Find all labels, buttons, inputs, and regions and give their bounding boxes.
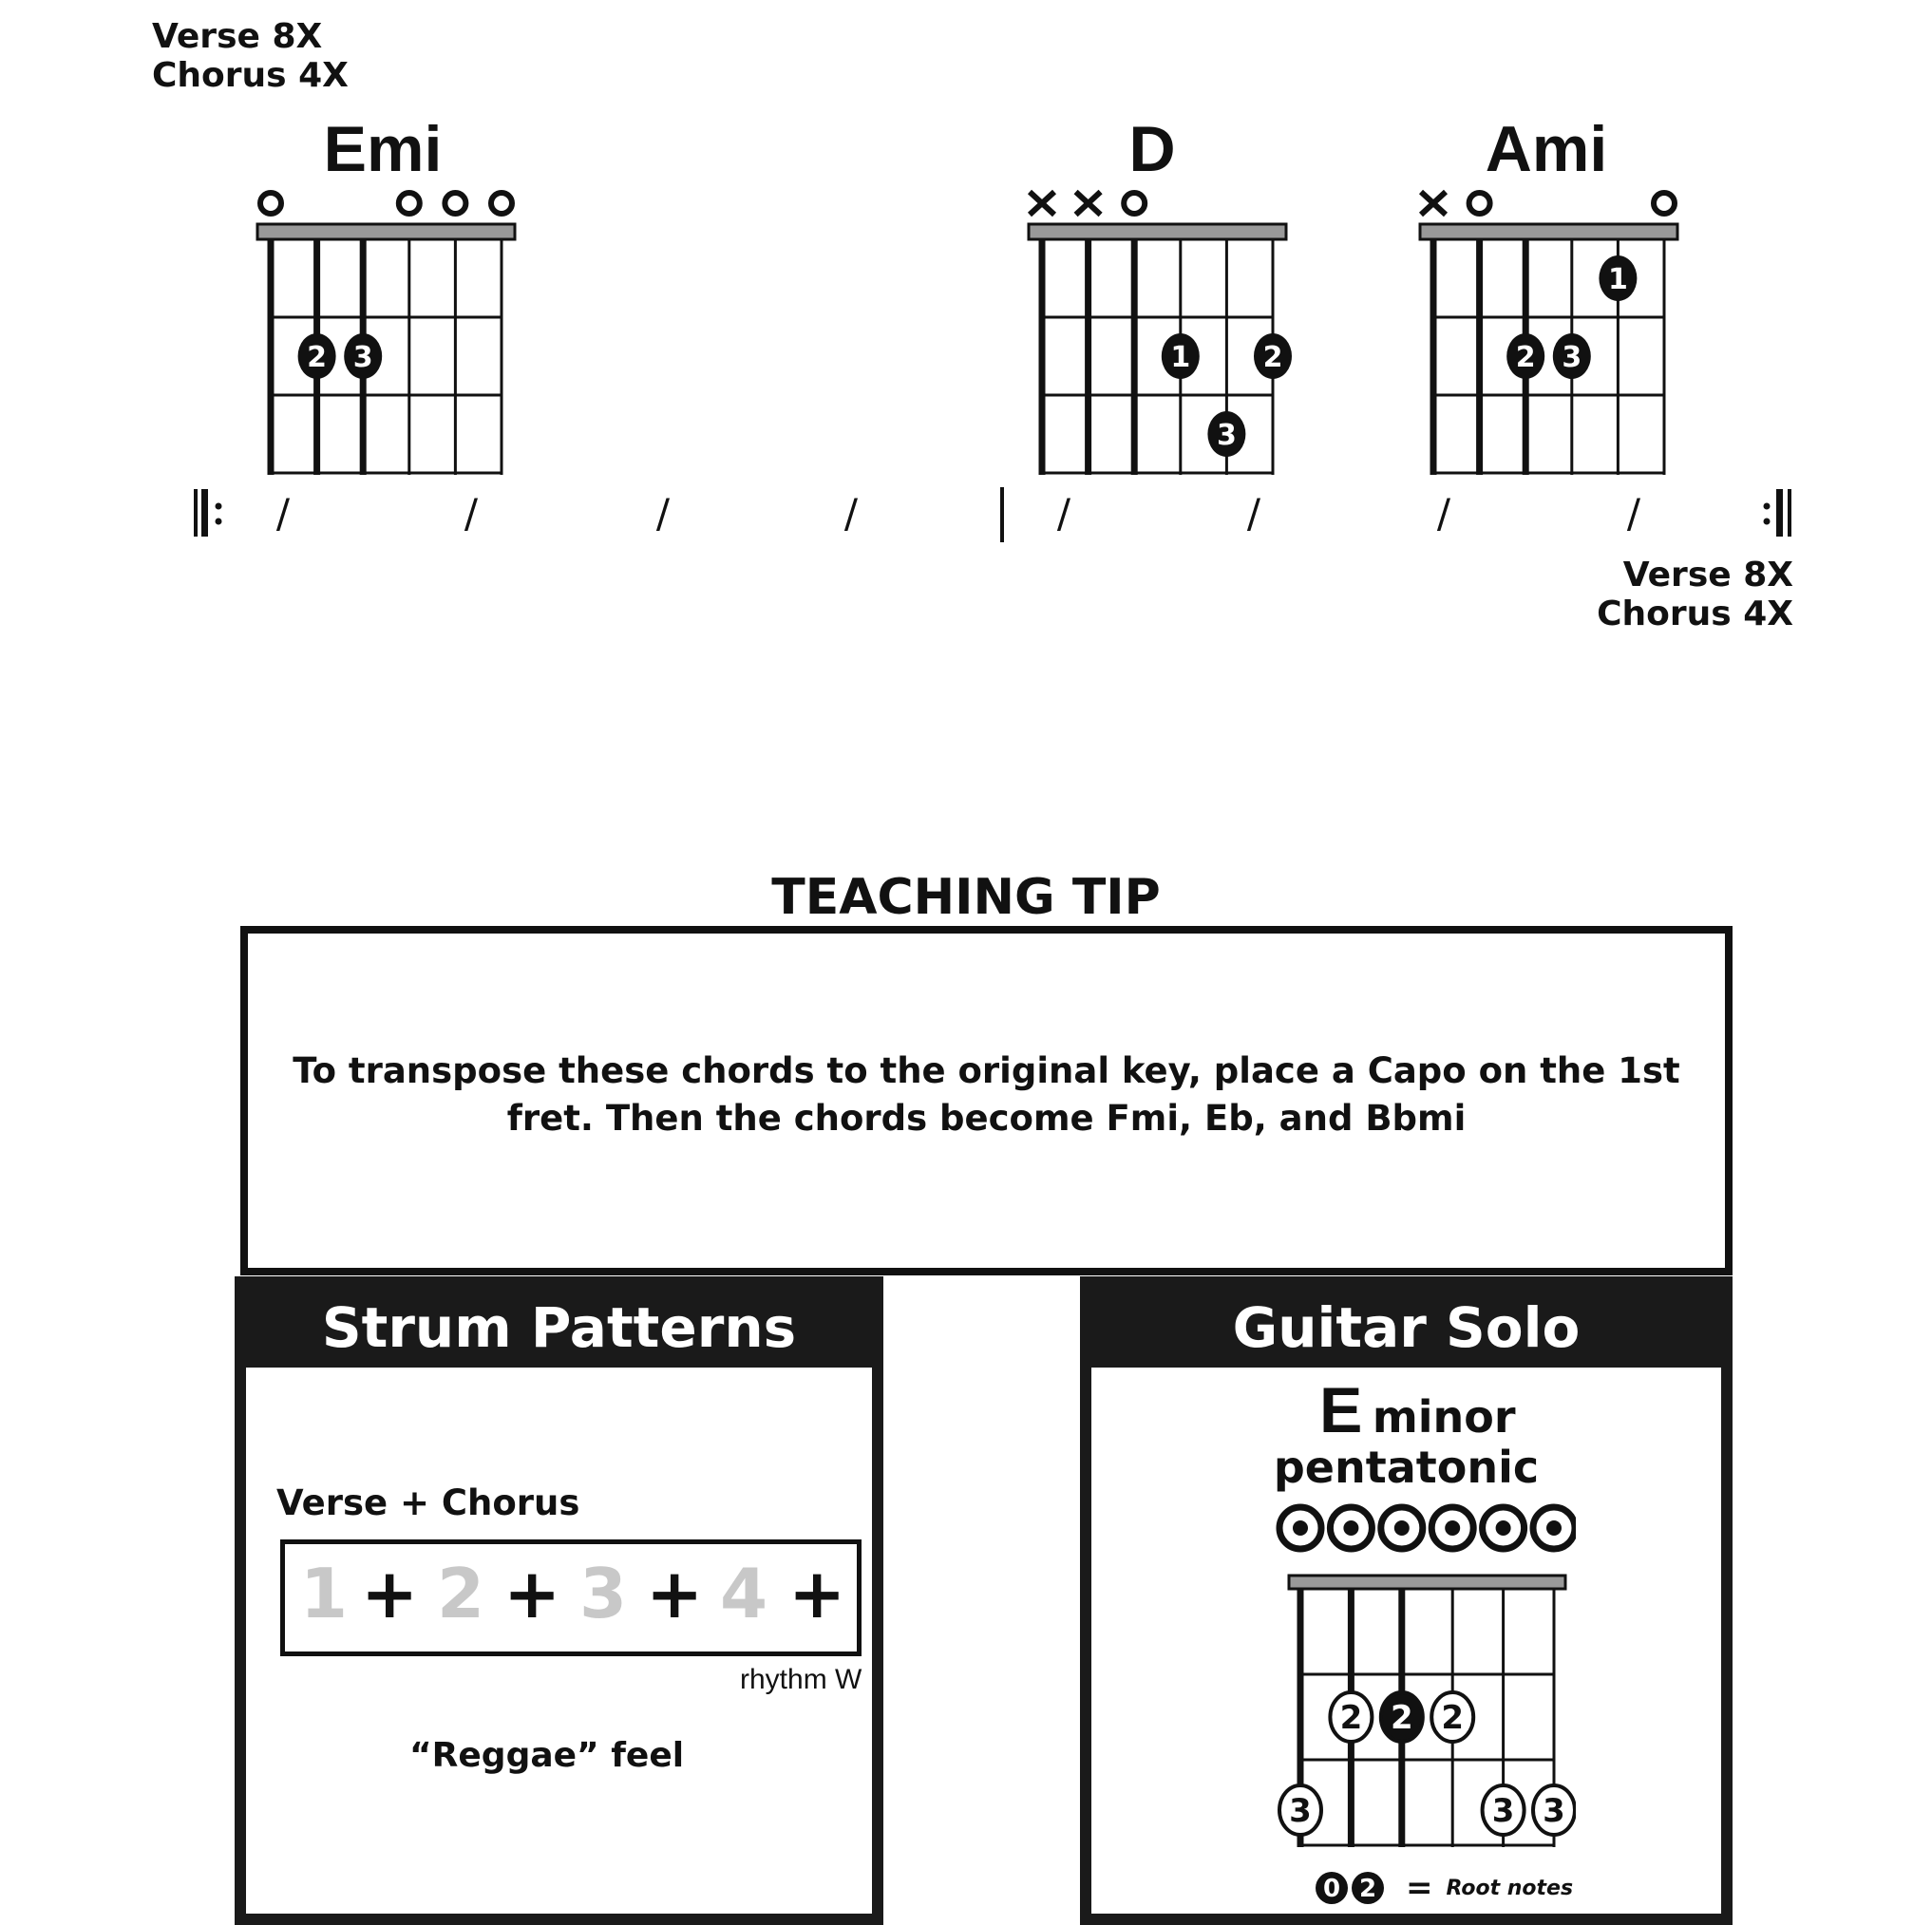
teaching-tip-title: TEACHING TIP [771, 869, 1161, 926]
finger-dot [344, 333, 382, 379]
rhythm-slash: / [1436, 490, 1451, 537]
scale-name: pentatonic [1273, 1442, 1540, 1493]
nut [1029, 224, 1286, 239]
svg-text:3: 3 [1216, 419, 1237, 452]
open-string-marker [399, 193, 420, 214]
barline [1000, 487, 1004, 542]
count-and: + [503, 1554, 561, 1633]
open-string-marker [1654, 193, 1675, 214]
rhythm-slash: / [843, 490, 859, 537]
strum-patterns-title: Strum Patterns [246, 1288, 872, 1368]
scale-note [1533, 1785, 1575, 1835]
open-string-note [1533, 1507, 1575, 1549]
feel-label: “Reggae” feel [409, 1736, 685, 1775]
svg-text:3: 3 [1543, 1792, 1565, 1830]
rhythm-slash: / [275, 490, 291, 537]
svg-text:2: 2 [1339, 1699, 1363, 1737]
open-string-note [1431, 1507, 1473, 1549]
repeat-note-bottom [1597, 556, 1793, 633]
count-2: 2 [437, 1554, 485, 1633]
nut [1420, 224, 1677, 239]
open-string-note [1330, 1507, 1372, 1549]
rhythm-slash: / [1246, 490, 1261, 537]
finger-dot [1506, 333, 1544, 379]
count-and: + [788, 1554, 846, 1633]
root-note-icons [1315, 1867, 1389, 1909]
count-1: 1 [300, 1554, 349, 1633]
svg-text:0: 0 [1322, 1875, 1341, 1903]
solo-scale-diagram [1272, 1501, 1576, 1862]
finger-dot [298, 333, 336, 379]
rhythm-slash: / [655, 490, 671, 537]
finger-dot [1553, 333, 1591, 379]
svg-text:2: 2 [1262, 341, 1283, 374]
scale-note [1330, 1692, 1372, 1742]
chorus-repeat-label: Chorus 4X [1597, 594, 1793, 633]
open-string-marker [491, 193, 512, 214]
chorus-repeat-label: Chorus 4X [152, 56, 349, 95]
teaching-tip-line-2: fret. Then the chords become Fmi, Eb, and Bbmi [506, 1098, 1467, 1139]
legend-equals: = [1406, 1869, 1433, 1907]
root-scale-note [1381, 1692, 1423, 1742]
chord-name-ami: Ami [1485, 113, 1608, 185]
scale-note [1431, 1692, 1473, 1742]
svg-text:2: 2 [1390, 1699, 1413, 1737]
root-note-open-icon [1316, 1872, 1348, 1904]
finger-dot [1599, 255, 1637, 301]
count-3: 3 [579, 1554, 628, 1633]
count-4: 4 [720, 1554, 768, 1633]
repeat-end-sign [1764, 489, 1792, 537]
root-notes-legend [1315, 1867, 1573, 1909]
svg-text:2: 2 [1441, 1699, 1465, 1737]
chord-name-emi: Emi [323, 113, 443, 185]
count-and: + [646, 1554, 704, 1633]
open-string-note [1279, 1507, 1321, 1549]
open-string-marker [1124, 193, 1145, 214]
svg-text:3: 3 [1491, 1792, 1515, 1830]
verse-repeat-label: Verse 8X [1622, 556, 1793, 594]
scale-key [1319, 1373, 1516, 1447]
chord-diagram-ami [1410, 180, 1685, 494]
rhythm-slash: / [1626, 490, 1641, 537]
scale-key-letter: E [1319, 1374, 1363, 1446]
rhythm-slash: / [464, 490, 479, 537]
guitar-solo-title: Guitar Solo [1091, 1288, 1721, 1368]
open-string-marker [260, 193, 281, 214]
muted-string-marker [1076, 192, 1101, 215]
open-string-marker [445, 193, 465, 214]
svg-text:3: 3 [1562, 341, 1582, 374]
chord-diagram-d [1018, 180, 1294, 494]
finger-dot [1207, 411, 1245, 457]
open-string-note [1381, 1507, 1423, 1549]
count-and: + [361, 1554, 419, 1633]
muted-string-marker [1421, 192, 1446, 215]
chord-diagram-emi [247, 180, 522, 494]
repeat-start-sign [194, 489, 222, 537]
svg-text:1: 1 [1170, 341, 1191, 374]
rhythm-slash: / [1056, 490, 1071, 537]
legend-root-notes-text: Root notes [1446, 1876, 1574, 1900]
svg-text:3: 3 [1289, 1792, 1312, 1830]
strum-count-box [280, 1539, 862, 1656]
teaching-tip-line-1: To transpose these chords to the original key, place a Capo on the 1st [293, 1050, 1680, 1091]
scale-key-word: minor [1372, 1391, 1516, 1443]
finger-dot [1162, 333, 1200, 379]
open-string-note [1483, 1507, 1525, 1549]
scale-note [1483, 1785, 1525, 1835]
root-note-fret2-icon [1352, 1872, 1384, 1904]
muted-string-marker [1030, 192, 1054, 215]
rhythm-slashes [180, 480, 1805, 546]
repeat-note-top [152, 17, 349, 95]
strum-section-label: Verse + Chorus [276, 1482, 580, 1523]
finger-dot [1254, 333, 1292, 379]
chord-name-d: D [1128, 113, 1176, 185]
svg-text:2: 2 [307, 341, 328, 374]
rhythm-label: rhythm W [740, 1664, 862, 1695]
svg-text:1: 1 [1607, 263, 1628, 296]
teaching-tip-text [248, 1047, 1725, 1142]
svg-text:2: 2 [1358, 1875, 1377, 1903]
nut [1289, 1576, 1565, 1589]
svg-text:3: 3 [352, 341, 373, 374]
guitar-solo-panel [1080, 1276, 1733, 1925]
verse-repeat-label: Verse 8X [152, 17, 323, 56]
open-string-marker [1469, 193, 1490, 214]
teaching-tip-box [240, 926, 1733, 1275]
svg-text:2: 2 [1515, 341, 1536, 374]
scale-note [1279, 1785, 1321, 1835]
strum-patterns-panel [235, 1276, 883, 1925]
nut [257, 224, 515, 239]
